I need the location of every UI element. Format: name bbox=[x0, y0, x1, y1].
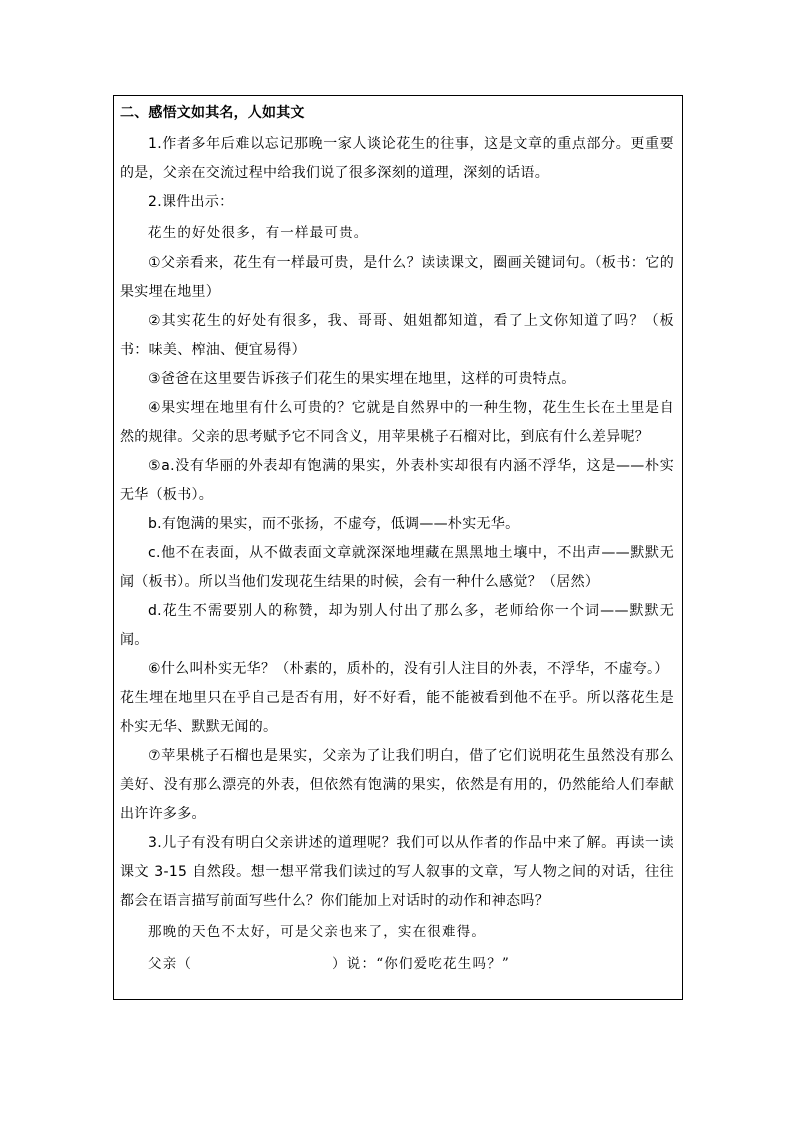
paragraph: ②其实花生的好处有很多，我、哥哥、姐姐都知道，看了上文你知道了吗？（板书：味美、榨油、便宜易得） bbox=[120, 313, 674, 358]
paragraph: 花生的好处很多，有一样最可贵。 bbox=[148, 225, 369, 241]
paragraph: c.他不在表面，从不做表面文章就深深地埋藏在黑黑地土壤中，不出声——默默无闻（板书）。所以当他们发现花生结果的时候，会有一种什么感觉？（居然） bbox=[120, 545, 674, 590]
paragraph: 3.儿子有没有明白父亲讲述的道理呢？我们可以从作者的作品中来了解。再读一读课文 3-15 自然段。想一想平常我们读过的写人叙事的文章，写人物之间的对话，往往都会在语言描写前面写些什么？你们能加上对话时的动作和神态吗？ bbox=[120, 835, 674, 909]
lesson-table-cell bbox=[113, 95, 683, 1000]
paragraph: ①父亲看来，花生有一样最可贵，是什么？读读课文，圈画关键词句。（板书：它的果实埋在地里） bbox=[120, 255, 674, 300]
paragraph: ④果实埋在地里有什么可贵的？它就是自然界中的一种生物，花生生长在土里是自然的规律。父亲的思考赋予它不同含义，用苹果桃子石榴对比，到底有什么差异呢？ bbox=[120, 400, 674, 445]
fill-in-suffix: ）说：“你们爱吃花生吗？” bbox=[332, 956, 511, 972]
paragraph: 那晚的天色不太好，可是父亲也来了，实在很难得。 bbox=[148, 924, 487, 940]
paragraph: ⑦苹果桃子石榴也是果实，父亲为了让我们明白，借了它们说明花生虽然没有那么美好、没有那么漂亮的外表，但依然有饱满的果实，依然是有用的，仍然能给人们奉献出许许多多。 bbox=[120, 748, 674, 822]
paragraph: 花生埋在地里只在乎自己是否有用，好不好看，能不能被看到他不在乎。所以落花生是朴实无华、默默无闻的。 bbox=[120, 690, 674, 735]
paragraph: 1.作者多年后难以忘记那晚一家人谈论花生的往事，这是文章的重点部分。更重要的是，父亲在交流过程中给我们说了很多深刻的道理，深刻的话语。 bbox=[120, 136, 674, 181]
paragraph: ⑥什么叫朴实无华？（朴素的，质朴的，没有引人注目的外表，不浮华，不虚夸。） bbox=[148, 661, 669, 677]
section-heading: 二、感悟文如其名，人如其文 bbox=[120, 105, 305, 121]
paragraph: d.花生不需要别人的称赞，却为别人付出了那么多，老师给你一个词——默默无闻。 bbox=[120, 603, 674, 648]
fill-in-prefix: 父亲（ bbox=[148, 956, 193, 972]
paragraph: b.有饱满的果实，而不张扬，不虚夸，低调——朴实无华。 bbox=[148, 516, 520, 532]
paragraph-list bbox=[120, 130, 674, 948]
paragraph: 2.课件出示： bbox=[148, 194, 234, 210]
paragraph: ③爸爸在这里要告诉孩子们花生的果实埋在地里，这样的可贵特点。 bbox=[148, 371, 576, 387]
paragraph: ⑤a.没有华丽的外表却有饱满的果实，外表朴实却很有内涵不浮华，这是——朴实无华（板书）。 bbox=[120, 458, 674, 503]
fill-in-line bbox=[120, 948, 674, 980]
